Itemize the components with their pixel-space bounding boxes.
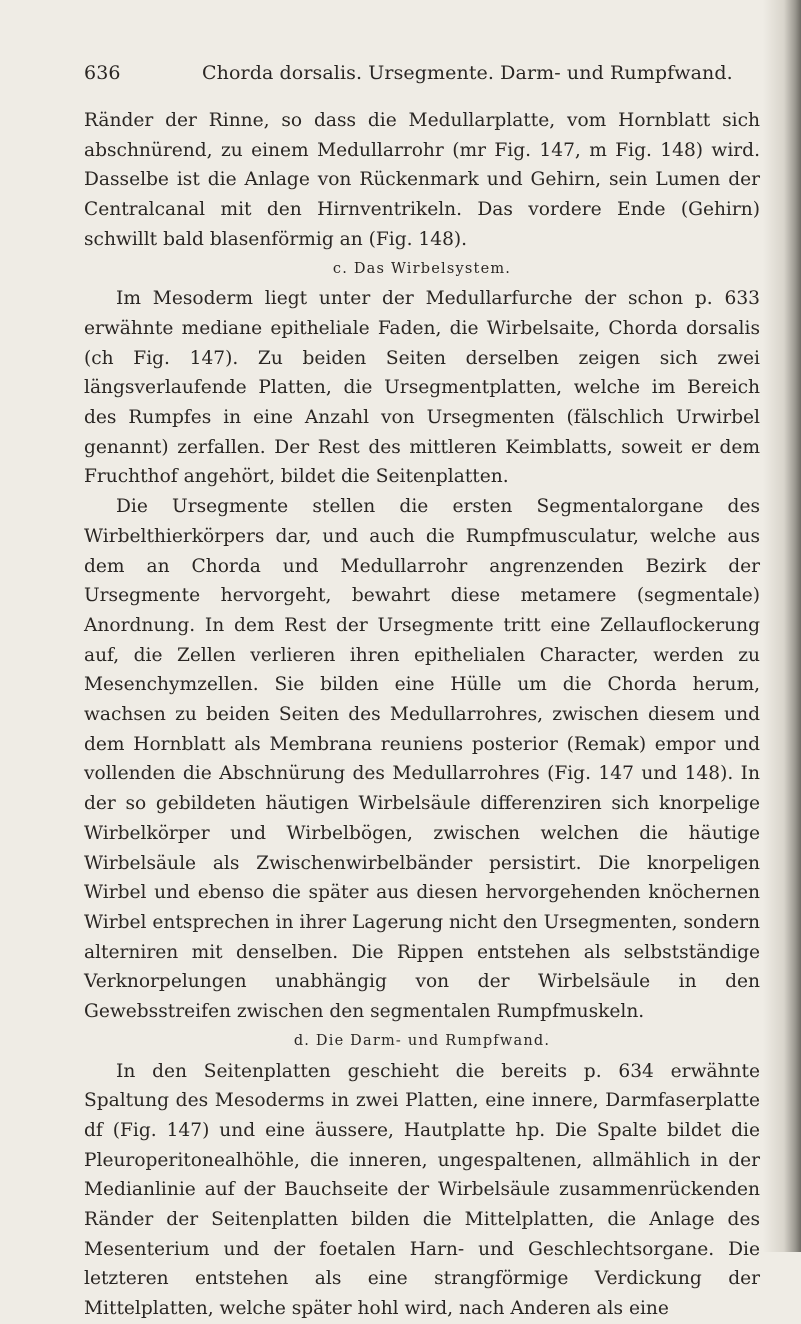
running-title: Chorda dorsalis. Ursegmente. Darm- und Rumpfwand.: [202, 62, 733, 84]
paragraph-medullarrohr: Ränder der Rinne, so dass die Medullarplatte, vom Hornblatt sich abschnürend, zu einem Medullarrohr (mr Fig. 147, m Fig. 148) wird. Dasselbe ist die Anlage von Rückenmark und Gehirn, sein Lumen der Centralcanal mit den Hirnventrikeln. Das vordere Ende (Gehirn) schwillt bald blasenförmig an (Fig. 148).: [84, 110, 760, 250]
page-number: 636: [84, 62, 121, 84]
book-page: [84, 60, 760, 1324]
paragraph-chorda-dorsalis: Im Mesoderm liegt unter der Medullarfurche der schon p. 633 erwähnte mediane epitheliale Faden, die Wirbelsaite, Chorda dorsalis (ch Fig. 147). Zu beiden Seiten derselben zeigen sich zwei längsverlaufende Platten, die Ursegmentplatten, welche im Bereich des Rumpfes in eine Anzahl von Ursegmenten (fälschlich Urwirbel genannt) zerfallen. Der Rest des mittleren Keimblatts, soweit er dem Fruchthof angehört, bildet die Seitenplatten.: [84, 288, 760, 488]
section-heading-wirbelsystem: c. Das Wirbelsystem.: [332, 260, 512, 277]
running-header: [84, 60, 760, 86]
book-page-edge-shadow: [763, 0, 801, 1252]
paragraph-seitenplatten: In den Seitenplatten geschieht die bereits p. 634 erwähnte Spaltung des Mesoderms in zwei Platten, eine innere, Darmfaserplatte df (Fig. 147) und eine äussere, Hautplatte hp. Die Spalte bildet die Pleuroperitonealhöhle, die inneren, ungespaltenen, allmählich in der Medianlinie auf der Bauchseite der Wirbelsäule zusammenrückenden Ränder der Seitenplatten bilden die Mittelplatten, die Anlage des Mesenterium und der foetalen Harn- und Geschlechtsorgane. Die letzteren entstehen als eine strangförmige Verdickung der Mittelplatten, welche später hohl wird, nach Anderen als eine: [84, 1060, 760, 1320]
paragraph-ursegmente: Die Ursegmente stellen die ersten Segmentalorgane des Wirbelthierkörpers dar, und auch die Rumpfmusculatur, welche aus dem an Chorda und Medullarrohr angrenzenden Bezirk der Ursegmente hervorgeht, bewahrt diese metamere (segmentale) Anordnung. In dem Rest der Ursegmente tritt eine Zellauflockerung auf, die Zellen verlieren ihren epithelialen Character, werden zu Mesenchymzellen. Sie bilden eine Hülle um die Chorda herum, wachsen zu beiden Seiten des Medullarrohres, zwischen diesem und dem Hornblatt als Membrana reuniens posterior (Remak) empor und vollenden die Abschnürung des Medullarrohres (Fig. 147 und 148). In der so gebildeten häutigen Wirbelsäule differenziren sich knorpelige Wirbelkörper und Wirbelbögen, zwischen welchen die häutige Wirbelsäule als Zwischenwirbelbänder persistirt. Die knorpeligen Wirbel und ebenso die später aus diesen hervorgehenden knöchernen Wirbel entsprechen in ihrer Lagerung nicht den Ursegmenten, sondern alterniren mit denselben. Die Rippen entstehen als selbstständige Verknorpelungen unabhängig von der Wirbelsäule in den Gewebsstreifen zwischen den segmentalen Rumpfmuskeln.: [84, 496, 760, 1023]
section-heading-darm-rumpfwand: d. Die Darm- und Rumpfwand.: [293, 1032, 551, 1049]
